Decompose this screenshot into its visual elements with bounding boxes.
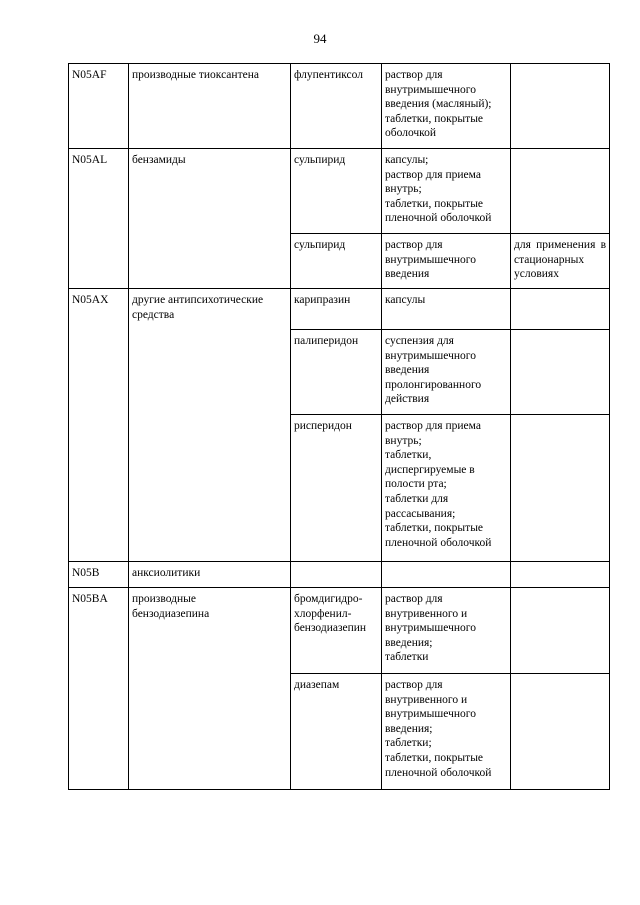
drug-name-cell	[291, 562, 382, 588]
atc-code-cell: N05AX	[69, 289, 129, 562]
group-cell: производные бензодиазепина	[129, 588, 291, 790]
drug-name-cell: сульпирид	[291, 149, 382, 234]
note-cell	[511, 562, 610, 588]
drug-name-cell: палиперидон	[291, 330, 382, 415]
table-row	[69, 289, 610, 330]
drug-table	[68, 63, 610, 790]
dosage-form-cell: раствор для внутривенного и внутримышечного введения; таблетки; таблетки, покрытые пленочной оболочкой	[382, 674, 511, 790]
dosage-form-cell: капсулы	[382, 289, 511, 330]
note-cell	[511, 415, 610, 562]
table-row	[69, 562, 610, 588]
dosage-form-cell: суспензия для внутримышечного введения пролонгированного действия	[382, 330, 511, 415]
group-cell: бензамиды	[129, 149, 291, 289]
atc-code-cell: N05AL	[69, 149, 129, 289]
atc-code-cell: N05B	[69, 562, 129, 588]
drug-name-cell: рисперидон	[291, 415, 382, 562]
drug-name-cell: карипразин	[291, 289, 382, 330]
drug-name-cell: флупентиксол	[291, 64, 382, 149]
group-cell: производные тиоксантена	[129, 64, 291, 149]
dosage-form-cell: капсулы; раствор для приема внутрь; таблетки, покрытые пленочной оболочкой	[382, 149, 511, 234]
group-cell: другие антипсихотические средства	[129, 289, 291, 562]
group-cell: анксиолитики	[129, 562, 291, 588]
dosage-form-cell: раствор для приема внутрь; таблетки, диспергируемые в полости рта; таблетки для рассасывания; таблетки, покрытые пленочной оболочкой	[382, 415, 511, 562]
note-cell	[511, 289, 610, 330]
drug-name-cell: бромдигидро- хлорфенил- бензодиазепин	[291, 588, 382, 674]
table-row	[69, 64, 610, 149]
note-cell	[511, 588, 610, 674]
note-cell: для применения в стационарных условиях	[511, 234, 610, 289]
note-cell	[511, 674, 610, 790]
page-number: 94	[313, 31, 327, 46]
note-cell	[511, 149, 610, 234]
table-row	[69, 588, 610, 674]
note-cell	[511, 330, 610, 415]
dosage-form-cell	[382, 562, 511, 588]
dosage-form-cell: раствор для внутримышечного введения	[382, 234, 511, 289]
atc-code-cell: N05BA	[69, 588, 129, 790]
note-cell	[511, 64, 610, 149]
table-row	[69, 149, 610, 234]
dosage-form-cell: раствор для внутримышечного введения (масляный); таблетки, покрытые оболочкой	[382, 64, 511, 149]
atc-code-cell: N05AF	[69, 64, 129, 149]
dosage-form-cell: раствор для внутривенного и внутримышечного введения; таблетки	[382, 588, 511, 674]
drug-name-cell: сульпирид	[291, 234, 382, 289]
drug-name-cell: диазепам	[291, 674, 382, 790]
